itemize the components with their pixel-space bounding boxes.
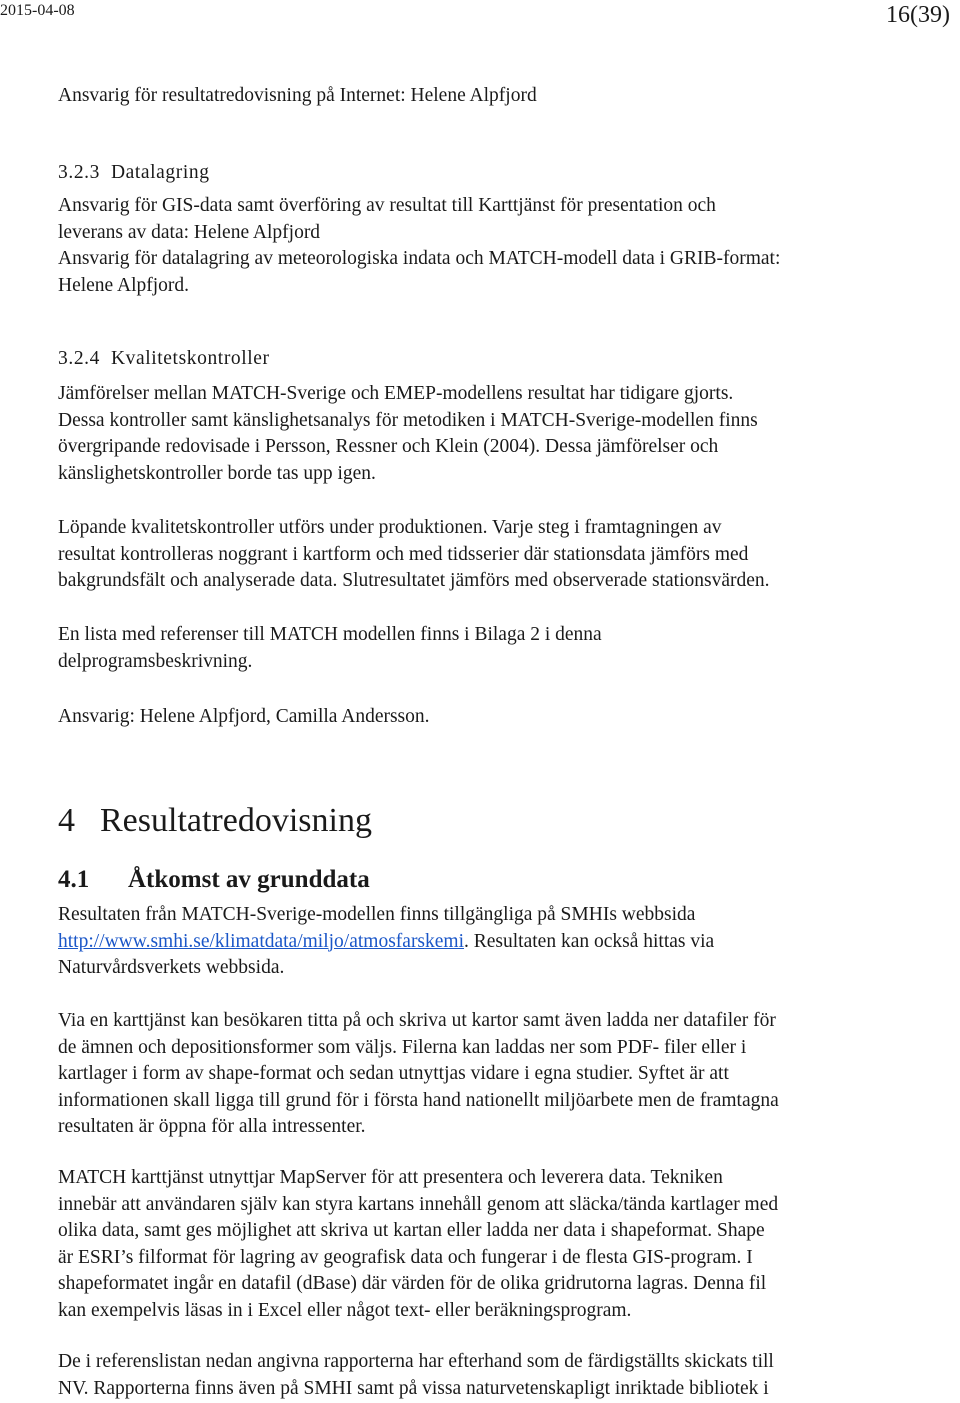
section-title: Åtkomst av grunddata (128, 866, 370, 893)
text-line: informationen skall ligga till grund för i första hand nationellt miljöarbete men de framtagna (58, 1089, 779, 1111)
paragraph-mapserver (58, 1165, 938, 1325)
text-line: Jämförelser mellan MATCH-Sverige och EMEP-modellens resultat har tidigare gjorts. (58, 383, 734, 404)
text-line: shapeformatet ingår en datafil (dBase) där värden för de olika gridrutorna lagras. Denna fil (58, 1273, 767, 1295)
subsection-number: 3.2.4 (58, 348, 100, 369)
section-number: 4.1 (58, 866, 90, 893)
paragraph-ongoing-controls (58, 515, 938, 595)
paragraph-datalagring (58, 193, 938, 299)
text-line: Ansvarig för datalagring av meteorologiska indata och MATCH-modell data i GRIB-format: (58, 248, 781, 270)
text-line: Naturvårdsverkets webbsida. (58, 957, 285, 979)
paragraph-access (58, 902, 938, 982)
subsection-number: 3.2.3 (58, 162, 100, 183)
text-line: känslighetskontroller borde tas upp igen. (58, 462, 376, 484)
text-line: olika data, samt ges möjlighet att skriva ut kartan eller ladda ner data i shapeformat. Shape (58, 1220, 765, 1242)
text-line: bakgrundsfält och analyserade data. Slutresultatet jämförs med observerade stationsvärden. (58, 570, 770, 592)
subsection-title: Kvalitetskontroller (110, 348, 270, 369)
section-heading-atkomst (58, 863, 370, 897)
text-line: kartlager i form av shape-format och sedan utnyttjas vidare i egna studier. Syftet är att (58, 1063, 729, 1085)
section-title: Resultatredovisning (100, 802, 372, 839)
text-line: delprogramsbeskrivning. (58, 650, 253, 672)
text-line: Via en karttjänst kan besökaren titta på och skriva ut kartor samt även ladda ner datafiler för (58, 1010, 776, 1031)
section-heading-resultatredovisning (58, 798, 372, 844)
paragraph-responsible: Ansvarig: Helene Alpfjord, Camilla Andersson. (58, 706, 430, 727)
subsection-heading-datalagring (58, 160, 938, 187)
text-line: Dessa kontroller samt känslighetsanalys för metodiken i MATCH-Sverige-modellen finns (58, 409, 758, 431)
text-line: resultat kontrolleras noggrant i kartform och med tidsserier där stationsdata jämförs med (58, 543, 749, 565)
text-line: innebär att användaren själv kan styra kartans innehåll genom att släcka/tända kartlager med (58, 1193, 779, 1215)
paragraph-comparisons (58, 381, 938, 487)
page-number: 16(39) (886, 2, 950, 28)
subsection-title: Datalagring (110, 162, 210, 183)
text-line: NV. Rapporterna finns även på SMHI samt på vissa naturvetenskapligt inriktade bibliotek i (58, 1377, 769, 1399)
section-number: 4 (58, 802, 75, 839)
paragraph-reports (58, 1349, 938, 1402)
paragraph-internet-responsible: Ansvarig för resultatredovisning på Internet: Helene Alpfjord (58, 85, 537, 106)
text-line: de ämnen och depositionsformer som väljs. Filerna kan laddas ner som PDF- filer eller i (58, 1036, 747, 1058)
paragraph-references (58, 622, 938, 675)
text-line: Löpande kvalitetskontroller utförs under produktionen. Varje steg i framtagningen av (58, 517, 722, 538)
text-fragment: . Resultaten kan också hittas via (464, 930, 715, 952)
text-line: MATCH karttjänst utnyttjar MapServer för att presentera och leverera data. Tekniken (58, 1167, 723, 1188)
paragraph-map-service (58, 1008, 938, 1141)
text-line: De i referenslistan nedan angivna rapporterna har efterhand som de färdigställts skickats till (58, 1351, 774, 1372)
text-line: Resultaten från MATCH-Sverige-modellen finns tillgängliga på SMHIs webbsida (58, 904, 696, 925)
text-line: resultaten är öppna för alla intressenter. (58, 1116, 366, 1138)
text-line: leverans av data: Helene Alpfjord (58, 221, 321, 243)
text-line: kan exempelvis läsas in i Excel eller något text- eller beräkningsprogram. (58, 1299, 632, 1321)
smhi-web-link[interactable]: http://www.smhi.se/klimatdata/miljo/atmosfarskemi (58, 930, 465, 952)
text-line: övergripande redovisade i Persson, Ressner och Klein (2004). Dessa jämförelser och (58, 436, 719, 458)
header-date: 2015-04-08 (0, 2, 75, 19)
text-line: är ESRI’s filformat för lagring av geografisk data och fungerar i de flesta GIS-program. I (58, 1246, 753, 1268)
text-line: Ansvarig för GIS-data samt överföring av resultat till Karttjänst för presentation och (58, 195, 716, 216)
text-line: En lista med referenser till MATCH modellen finns i Bilaga 2 i denna (58, 624, 602, 645)
subsection-heading-kvalitetskontroller (58, 346, 938, 373)
text-line: Helene Alpfjord. (58, 274, 190, 296)
